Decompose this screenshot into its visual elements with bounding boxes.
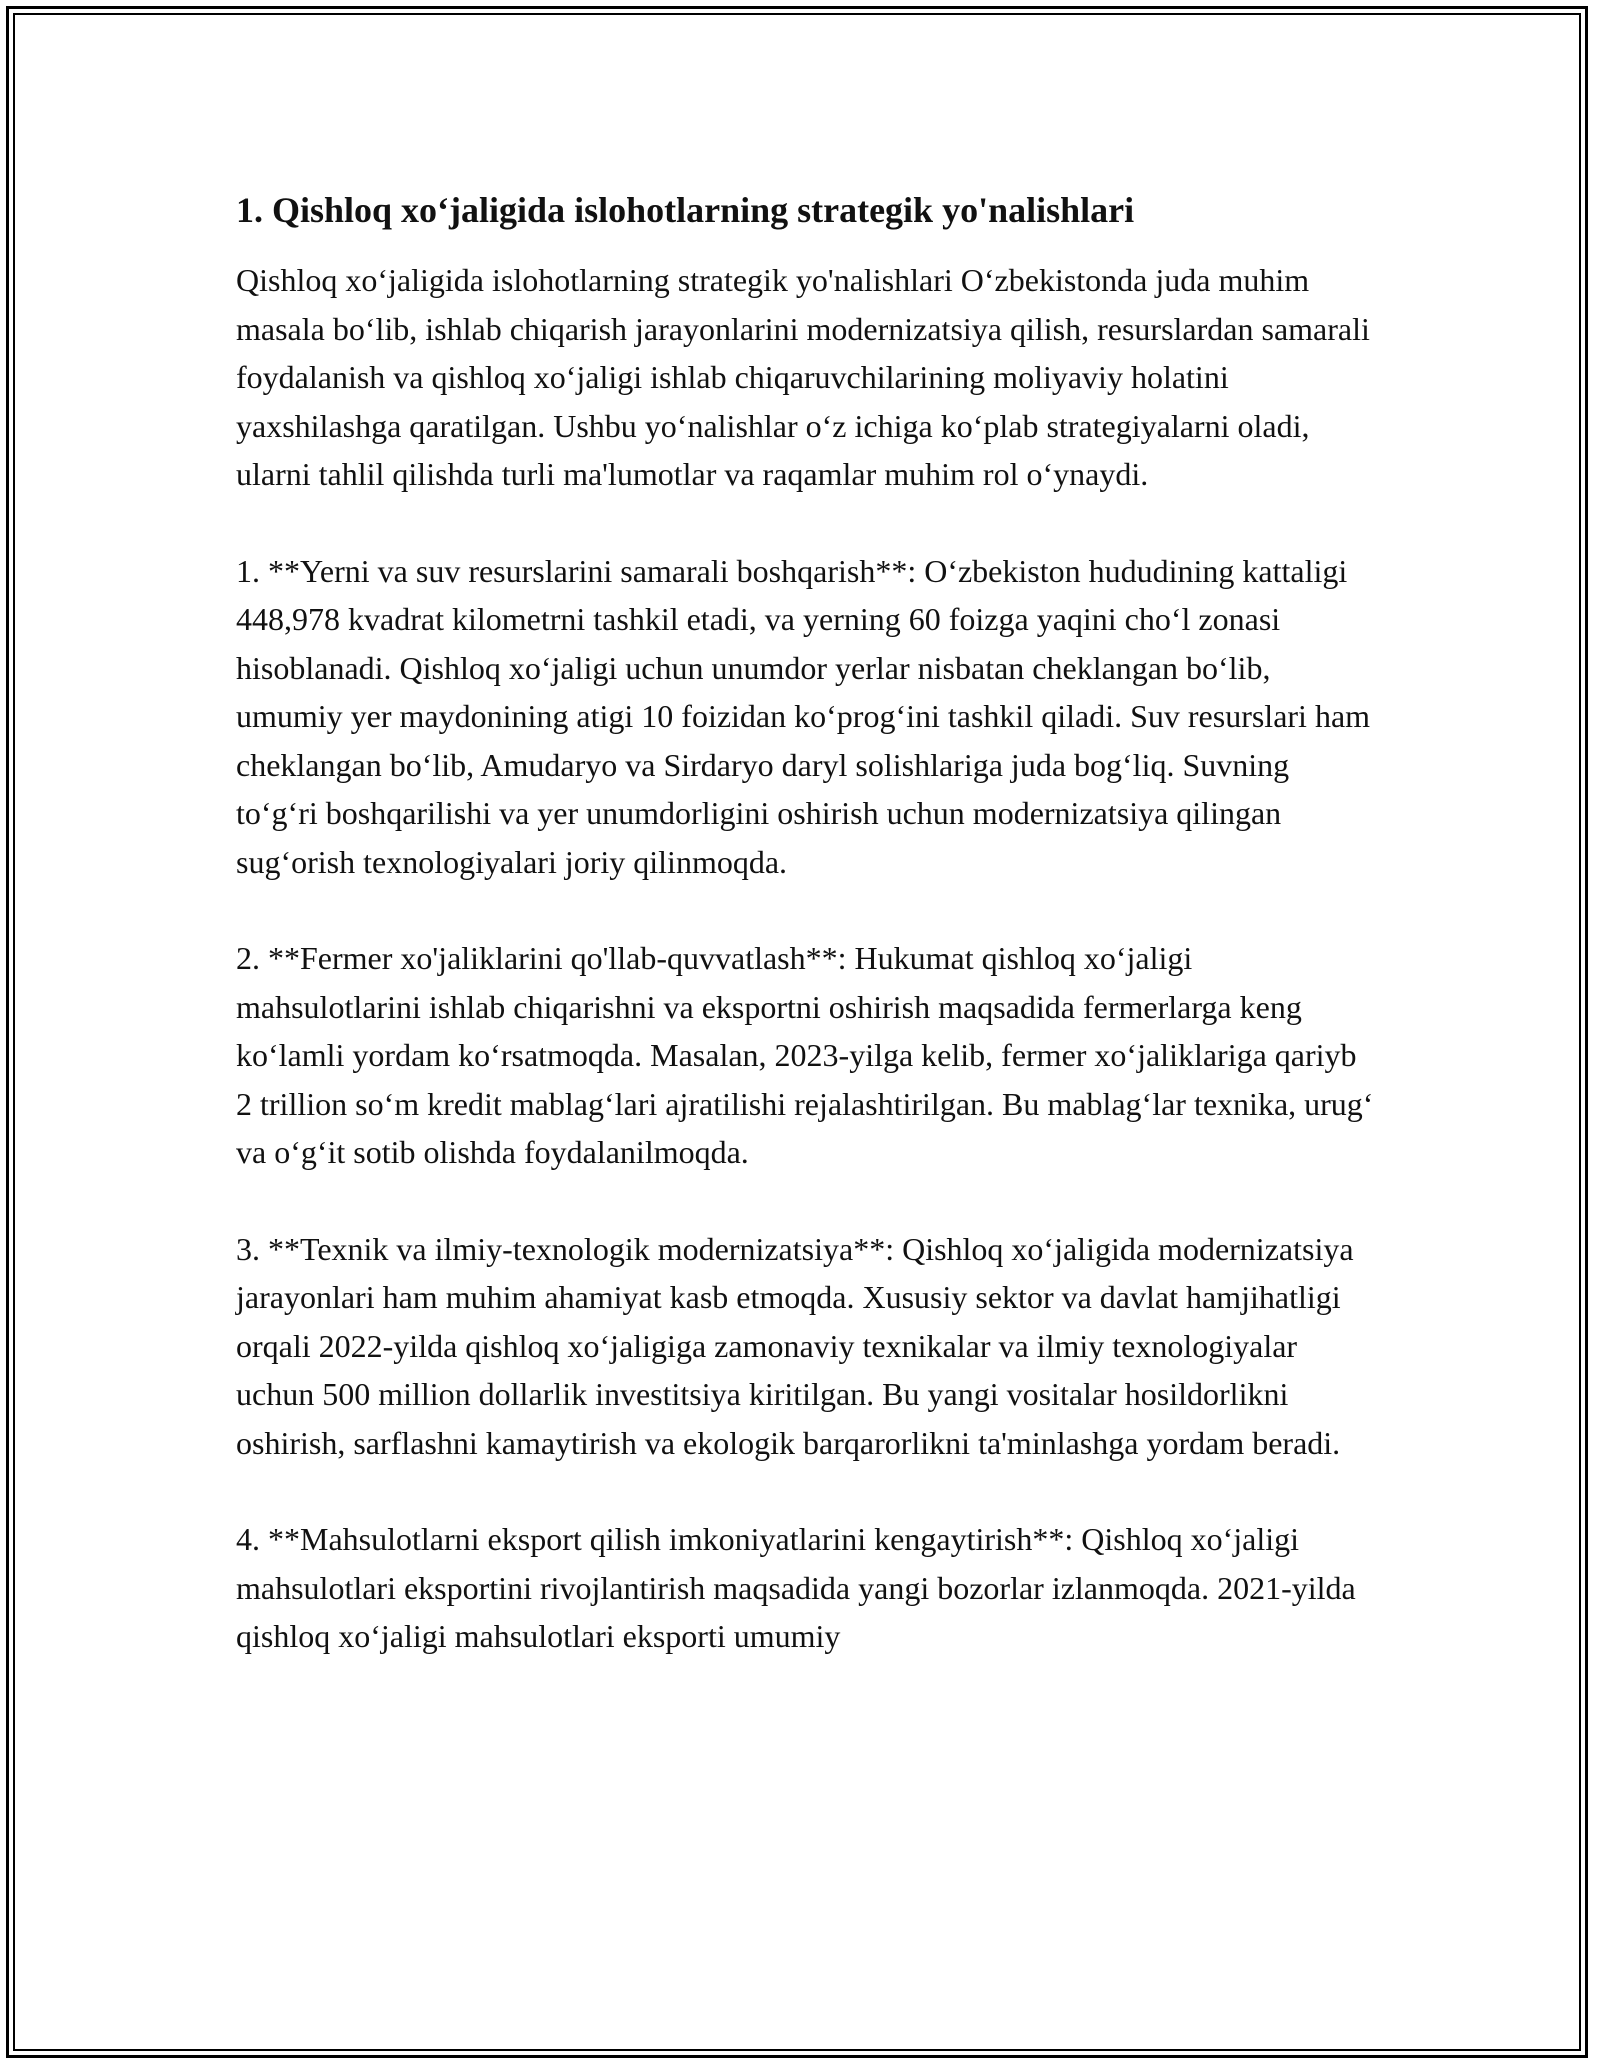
list-item-land-water: 1. **Yerni va suv resurslarini samarali boshqarish**: O‘zbekiston hududining kattaligi 448,978 kvadrat kilometrni tashkil etadi, va yerning 60 foizga yaqini cho‘l zonasi hisoblanadi. Qishloq xo‘jaligi uchun unumdor yerlar nisbatan cheklangan bo‘lib, umumiy yer maydonining atigi 10 foizidan ko‘prog‘ini tashkil qiladi. Suv resurslari ham cheklangan bo‘lib, Amudaryo va Sirdaryo daryl solishlariga juda bog‘liq. Suvning to‘g‘ri boshqarilishi va yer unumdorligini oshirish uchun modernizatsiya qilingan sug‘orish texnologiyalari joriy qilinmoqda. xyxy=(236,552,1371,880)
list-item-export: 4. **Mahsulotlarni eksport qilish imkoniyatlarini kengaytirish**: Qishloq xo‘jaligi mahsulotlari eksportini rivojlantirish maqsadida yangi bozorlar izlanmoqda. 2021-yilda qishloq xo‘jaligi mahsulotlari eksporti umumiy xyxy=(236,1521,1356,1654)
list-item-modernization: 3. **Texnik va ilmiy-texnologik modernizatsiya**: Qishloq xo‘jaligida modernizatsiya jarayonlari ham muhim ahamiyat kasb etmoqda. Xususiy sektor va davlat hamjihatligi orqali 2022-yilda qishloq xo‘jaligiga zamonaviy texnikalar va ilmiy texnologiyalar uchun 500 million dollarlik investitsiya kiritilgan. Bu yangi vositalar hosildorlikni oshirish, sarflashni kamaytirish va ekologik barqarorlikni ta'minlashga yordam beradi. xyxy=(236,1230,1354,1461)
list-item-farmer-support: 2. **Fermer xo'jaliklarini qo'llab-quvvatlash**: Hukumat qishloq xo‘jaligi mahsulotlarini ishlab chiqarishni va eksportni oshirish maqsadida fermerlarga keng ko‘lamli yordam ko‘rsatmoqda. Masalan, 2023-yilga kelib, fermer xo‘jaliklariga qariyb 2 trillion so‘m kredit mablag‘lari ajratilishi rejalashtirilgan. Bu mablag‘lar texnika, urug‘ va o‘g‘it sotib olishda foydalanilmoqda. xyxy=(236,940,1374,1170)
intro-paragraph: Qishloq xo‘jaligida islohotlarning strategik yo'nalishlari O‘zbekistonda juda muhim masala bo‘lib, ishlab chiqarish jarayonlarini modernizatsiya qilish, resurslardan samarali foydalanish va qishloq xo‘jaligi ishlab chiqaruvchilarining moliyaviy holatini yaxshilashga qaratilgan. Ushbu yo‘nalishlar o‘z ichiga ko‘plab strategiyalarni oladi, ularni tahlil qilishda turli ma'lumotlar va raqamlar muhim rol o‘ynaydi. xyxy=(236,262,1370,492)
section-heading: 1. Qishloq xo‘jaligida islohotlarning strategik yo'nalishlari xyxy=(236,190,1135,230)
document-body xyxy=(236,186,1376,1661)
